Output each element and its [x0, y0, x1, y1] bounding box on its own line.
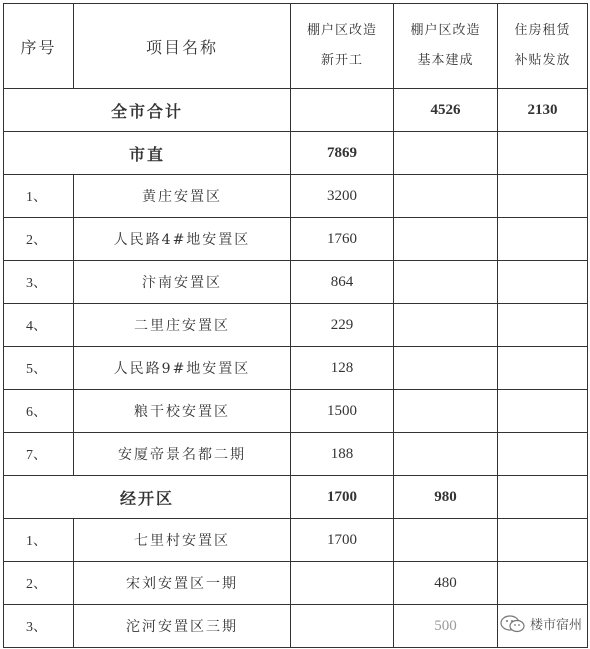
- row-completed: [394, 433, 498, 476]
- header-name: 项目名称: [74, 4, 291, 89]
- row-subsidy: [498, 519, 588, 562]
- row-new-start: 229: [291, 304, 394, 347]
- row-name: 七里村安置区: [74, 519, 291, 562]
- watermark-text: 楼市宿州: [529, 618, 582, 633]
- table-row: [4, 175, 588, 218]
- row-completed: [394, 261, 498, 304]
- section-completed: [394, 132, 498, 175]
- row-completed: [394, 390, 498, 433]
- section-row-shizhi: [4, 132, 588, 175]
- header-subsidy: [498, 4, 588, 89]
- header-subsidy-line2: 补贴发放: [514, 53, 571, 68]
- row-subsidy: [498, 175, 588, 218]
- row-name: 人民路9#地安置区: [74, 347, 291, 390]
- section-new-start: 7869: [291, 132, 394, 175]
- row-name: 人民路4#地安置区: [74, 218, 291, 261]
- header-new-start-line1: 棚户区改造: [306, 23, 377, 38]
- header-completed-line2: 基本建成: [417, 53, 474, 68]
- table-row: [4, 218, 588, 261]
- row-subsidy: [498, 433, 588, 476]
- row-new-start: 1760: [291, 218, 394, 261]
- total-subsidy: 2130: [498, 89, 588, 132]
- section-label: 经开区: [4, 476, 291, 519]
- housing-table: [3, 3, 588, 648]
- row-seq: 3、: [4, 605, 74, 648]
- section-new-start: 1700: [291, 476, 394, 519]
- row-completed: [394, 218, 498, 261]
- section-row-jingkai: [4, 476, 588, 519]
- total-completed: 4526: [394, 89, 498, 132]
- row-subsidy: [498, 390, 588, 433]
- table-row: [4, 261, 588, 304]
- section-subsidy: [498, 132, 588, 175]
- row-name: 宋刘安置区一期: [74, 562, 291, 605]
- total-new-start: [291, 89, 394, 132]
- row-new-start: 3200: [291, 175, 394, 218]
- table-row: [4, 519, 588, 562]
- total-label: 全市合计: [4, 89, 291, 132]
- row-subsidy: [498, 562, 588, 605]
- wechat-icon: [500, 615, 526, 633]
- row-name: 黄庄安置区: [74, 175, 291, 218]
- total-row: [4, 89, 588, 132]
- row-completed: 480: [394, 562, 498, 605]
- row-completed: [394, 304, 498, 347]
- row-name: 粮干校安置区: [74, 390, 291, 433]
- table-row: [4, 304, 588, 347]
- row-name: 安厦帝景名都二期: [74, 433, 291, 476]
- table-row: [4, 562, 588, 605]
- section-subsidy: [498, 476, 588, 519]
- row-seq: 2、: [4, 218, 74, 261]
- row-name: 沱河安置区三期: [74, 605, 291, 648]
- row-seq: 5、: [4, 347, 74, 390]
- header-completed: [394, 4, 498, 89]
- section-label: 市直: [4, 132, 291, 175]
- row-new-start: 188: [291, 433, 394, 476]
- row-name: 二里庄安置区: [74, 304, 291, 347]
- row-subsidy: [498, 218, 588, 261]
- row-completed: 500: [394, 605, 498, 648]
- table-row: [4, 347, 588, 390]
- table-row: [4, 390, 588, 433]
- row-subsidy: [498, 261, 588, 304]
- row-new-start: 864: [291, 261, 394, 304]
- row-seq: 6、: [4, 390, 74, 433]
- header-row: [4, 4, 588, 89]
- row-new-start: [291, 562, 394, 605]
- header-seq: 序号: [4, 4, 74, 89]
- row-seq: 7、: [4, 433, 74, 476]
- row-name: 汴南安置区: [74, 261, 291, 304]
- header-new-start: [291, 4, 394, 89]
- row-new-start: [291, 605, 394, 648]
- row-completed: [394, 519, 498, 562]
- row-new-start: 1700: [291, 519, 394, 562]
- row-new-start: 128: [291, 347, 394, 390]
- table-row: [4, 433, 588, 476]
- watermark: [500, 614, 582, 633]
- row-seq: 3、: [4, 261, 74, 304]
- row-seq: 2、: [4, 562, 74, 605]
- row-seq: 1、: [4, 175, 74, 218]
- row-completed: [394, 347, 498, 390]
- row-seq: 1、: [4, 519, 74, 562]
- header-subsidy-line1: 住房租赁: [514, 23, 571, 38]
- header-completed-line1: 棚户区改造: [410, 23, 481, 38]
- row-subsidy: [498, 304, 588, 347]
- row-completed: [394, 175, 498, 218]
- row-subsidy: [498, 347, 588, 390]
- header-new-start-line2: 新开工: [320, 53, 363, 68]
- section-completed: 980: [394, 476, 498, 519]
- row-new-start: 1500: [291, 390, 394, 433]
- row-seq: 4、: [4, 304, 74, 347]
